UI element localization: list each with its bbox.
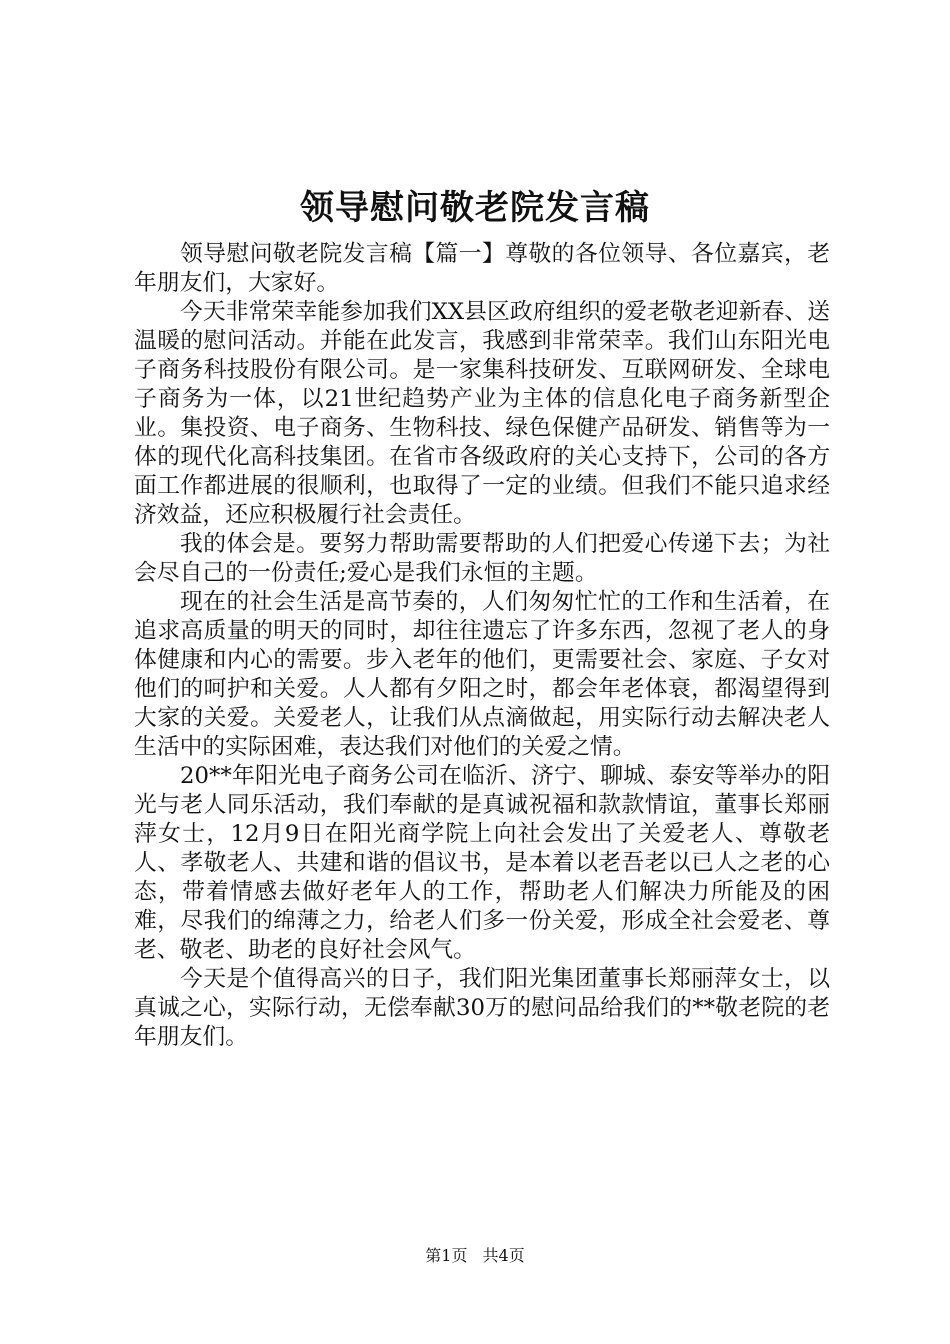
document-body (134, 240, 830, 1052)
page-number: 第1页 (425, 1246, 468, 1265)
paragraph: 我的体会是。要努力帮助需要帮助的人们把爱心传递下去；为社会尽自己的一份责任;爱心是我们永恒的主题。 (134, 531, 830, 586)
page-footer (0, 1244, 950, 1268)
paragraph: 20**年阳光电子商务公司在临沂、济宁、聊城、泰安等举办的阳光与老人同乐活动，我们奉献的是真诚祝福和款款情谊，董事长郑丽萍女士，12月9日在阳光商学院上向社会发出了关爱老人、尊敬老人、孝敬老人、共建和谐的倡议书，是本着以老吾老以已人之老的心态，带着情感去做好老年人的工作，帮助老人们解决力所能及的困难，尽我们的绵薄之力，给老人们多一份关爱，形成全社会爱老、尊老、敬老、助老的良好社会风气。 (134, 763, 830, 963)
document-title: 领导慰问敬老院发言稿 (300, 188, 650, 228)
paragraph: 现在的社会生活是高节奏的，人们匆匆忙忙的工作和生活着，在追求高质量的明天的同时，却往往遗忘了许多东西，忽视了老人的身体健康和内心的需要。步入老年的他们，更需要社会、家庭、子女对他们的呵护和关爱。人人都有夕阳之时，都会年老体衰，都渴望得到大家的关爱。关爱老人，让我们从点滴做起，用实际行动去解决老人生活中的实际困难，表达我们对他们的关爱之情。 (134, 589, 830, 760)
page-total: 共4页 (482, 1246, 525, 1265)
paragraph: 今天非常荣幸能参加我们XX县区政府组织的爱老敬老迎新春、送温暖的慰问活动。并能在此发言，我感到非常荣幸。我们山东阳光电子商务科技股份有限公司。是一家集科技研发、互联网研发、全球电子商务为一体，以21世纪趋势产业为主体的信息化电子商务新型企业。集投资、电子商务、生物科技、绿色保健产品研发、销售等为一体的现代化高科技集团。在省市各级政府的关心支持下，公司的各方面工作都进展的很顺利，也取得了一定的业绩。但我们不能只追求经济效益，还应积极履行社会责任。 (134, 299, 830, 528)
paragraph: 今天是个值得高兴的日子，我们阳光集团董事长郑丽萍女士，以真诚之心，实际行动，无偿奉献30万的慰问品给我们的**敬老院的老年朋友们。 (134, 966, 830, 1050)
paragraph: 领导慰问敬老院发言稿【篇一】尊敬的各位领导、各位嘉宾，老年朋友们，大家好。 (134, 241, 830, 296)
